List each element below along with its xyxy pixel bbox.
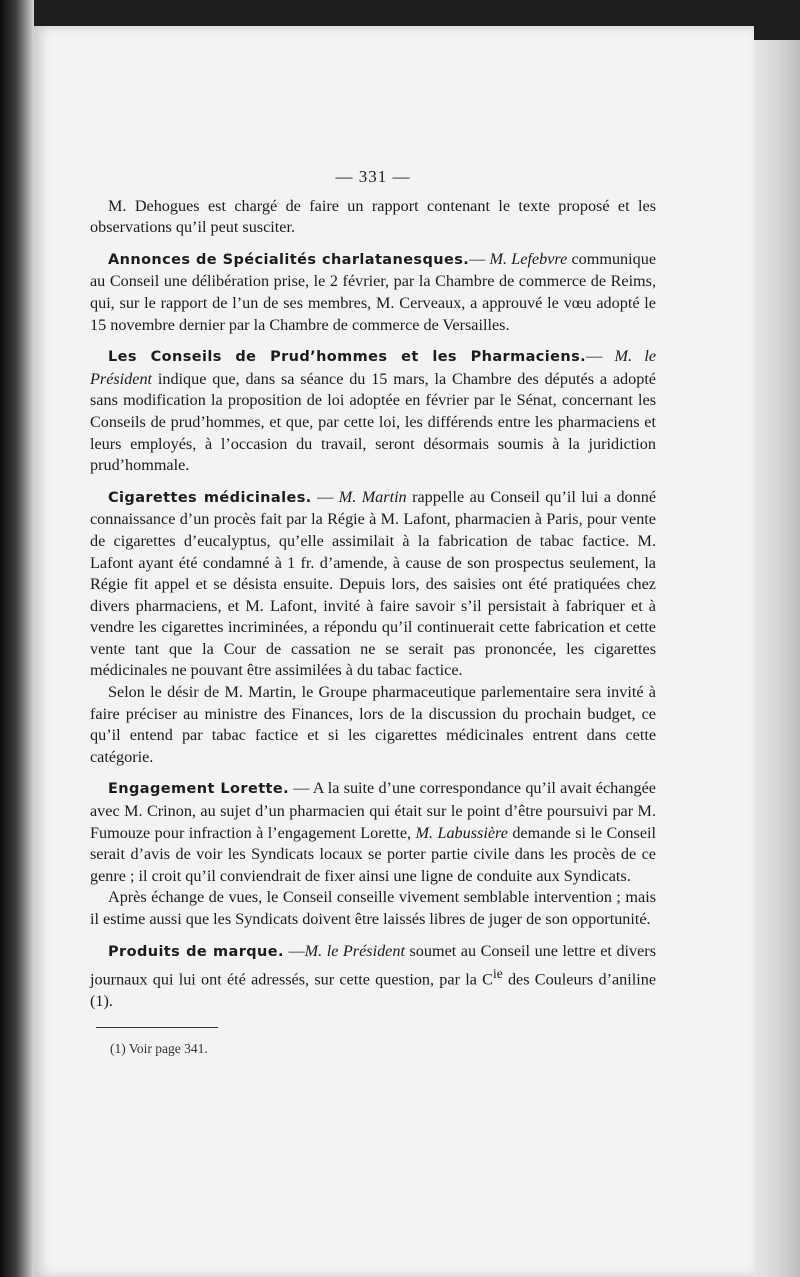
- footnote-rule: [96, 1027, 218, 1028]
- speaker-name: M. Labussière: [415, 823, 508, 842]
- dash: —: [311, 487, 339, 506]
- book-page: [34, 26, 754, 1277]
- section-heading: Les Conseils de Prud’hommes et les Pharmaciens.: [108, 349, 587, 366]
- section-heading: Cigarettes médicinales.: [108, 489, 312, 506]
- dash: —: [289, 779, 313, 798]
- speaker-name: M. Martin: [338, 487, 407, 506]
- dash: —: [283, 941, 305, 960]
- paragraph-martin-request: Selon le désir de M. Martin, le Groupe pharmaceutique parlementaire sera invité à faire préciser au ministre des Finances, lors de la discussion du prochain budget, ce qu’il entend par tabac factice et si les cigarettes médicinales entrent dans cette catégorie.: [90, 683, 656, 766]
- section-body: soumet au Conseil une lettre et divers journaux qui lui ont été adressés, sur cette question, par la C: [90, 941, 657, 989]
- section-produits: [90, 941, 656, 1013]
- section-prudhommes: [90, 346, 656, 477]
- section-heading: Produits de marque.: [108, 943, 284, 960]
- book-spine-shadow: [0, 0, 34, 1277]
- section-body: rappelle au Conseil qu’il lui a donné connaissance d’un procès fait par la Régie à M. Lafont, pharmacien à Paris, pour vente de cigarettes d’eucalyptus, qu’elle assimilait à la fabrication de tabac factice. M. Lafont ayant été condamné à 1 fr. d’amende, à cause de son prospectus seulement, la Régie fit appel et se désista ensuite. Depuis lors, des saisies ont été pratiquées chez divers pharmaciens, et M. Lafont, invité à faire savoir s’il persistait à fabriquer et à vendre les cigarettes incriminées, a répondu qu’il continuerait cette fabrication et cette vente tant que la Cour de cassation ne se serait pas prononcée, les cigarettes médicinales ne pouvant être assimilées à du tabac factice.: [90, 487, 657, 680]
- speaker-name: M. le Président: [90, 347, 657, 388]
- footnote: (1) Voir page 341.: [110, 1040, 208, 1056]
- dash: —: [586, 347, 615, 366]
- speaker-name: M. le Président: [304, 941, 405, 960]
- section-engagement: [90, 778, 656, 887]
- section-body: A la suite d’une correspondance qu’il avait échangée avec M. Crinon, au sujet d’un pharmacien qui était sur le point d’être poursuivi par M. Fumouze pour infraction à l’engagement Lorette,: [90, 779, 656, 842]
- page-number: — 331 —: [335, 167, 411, 186]
- paragraph-dehogues: M. Dehogues est chargé de faire un rapport contenant le texte proposé et les observations qu’il peut susciter.: [90, 196, 656, 237]
- speaker-name: M. Lefebvre: [489, 249, 568, 268]
- dash: —: [469, 249, 490, 268]
- section-heading: Annonces de Spécialités charlatanesques.: [108, 251, 470, 268]
- section-heading: Engagement Lorette.: [108, 781, 290, 798]
- section-body: indique que, dans sa séance du 15 mars, la Chambre des députés a adopté sans modification la proposition de loi adoptée en février par le Sénat, concernant les Conseils de prud’hommes, et que, par cette loi, les différends entre les pharmaciens et leurs employés, à l’occasion du travail, seront désormais soumis à la juridiction prud’hommale.: [90, 369, 656, 475]
- section-body: communique au Conseil une délibération prise, le 2 février, par la Chambre de commerce de Reims, qui, sur le rapport de l’un de ses membres, M. Cerveaux, a approuvé le vœu adopté le 15 novembre dernier par la Chambre de commerce de Versailles.: [90, 249, 657, 334]
- page-text: [90, 166, 656, 1059]
- paragraph-conseil-decision: Après échange de vues, le Conseil conseille vivement semblable intervention ; mais il estime aussi que les Syndicats doivent être laissés libres de juger de son opportunité.: [90, 888, 656, 928]
- section-annonces: [90, 249, 656, 336]
- section-body-cont: des Couleurs d’aniline (1).: [90, 970, 657, 1011]
- section-body-cont: demande si le Conseil serait d’avis de voir les Syndicats locaux se porter partie civile dans les procès de ce genre ; il croit qu’il conviendrait de fixer ainsi une ligne de conduite aux Syndicats.: [90, 823, 656, 885]
- superscript: ie: [492, 966, 503, 982]
- section-cigarettes: [90, 487, 656, 682]
